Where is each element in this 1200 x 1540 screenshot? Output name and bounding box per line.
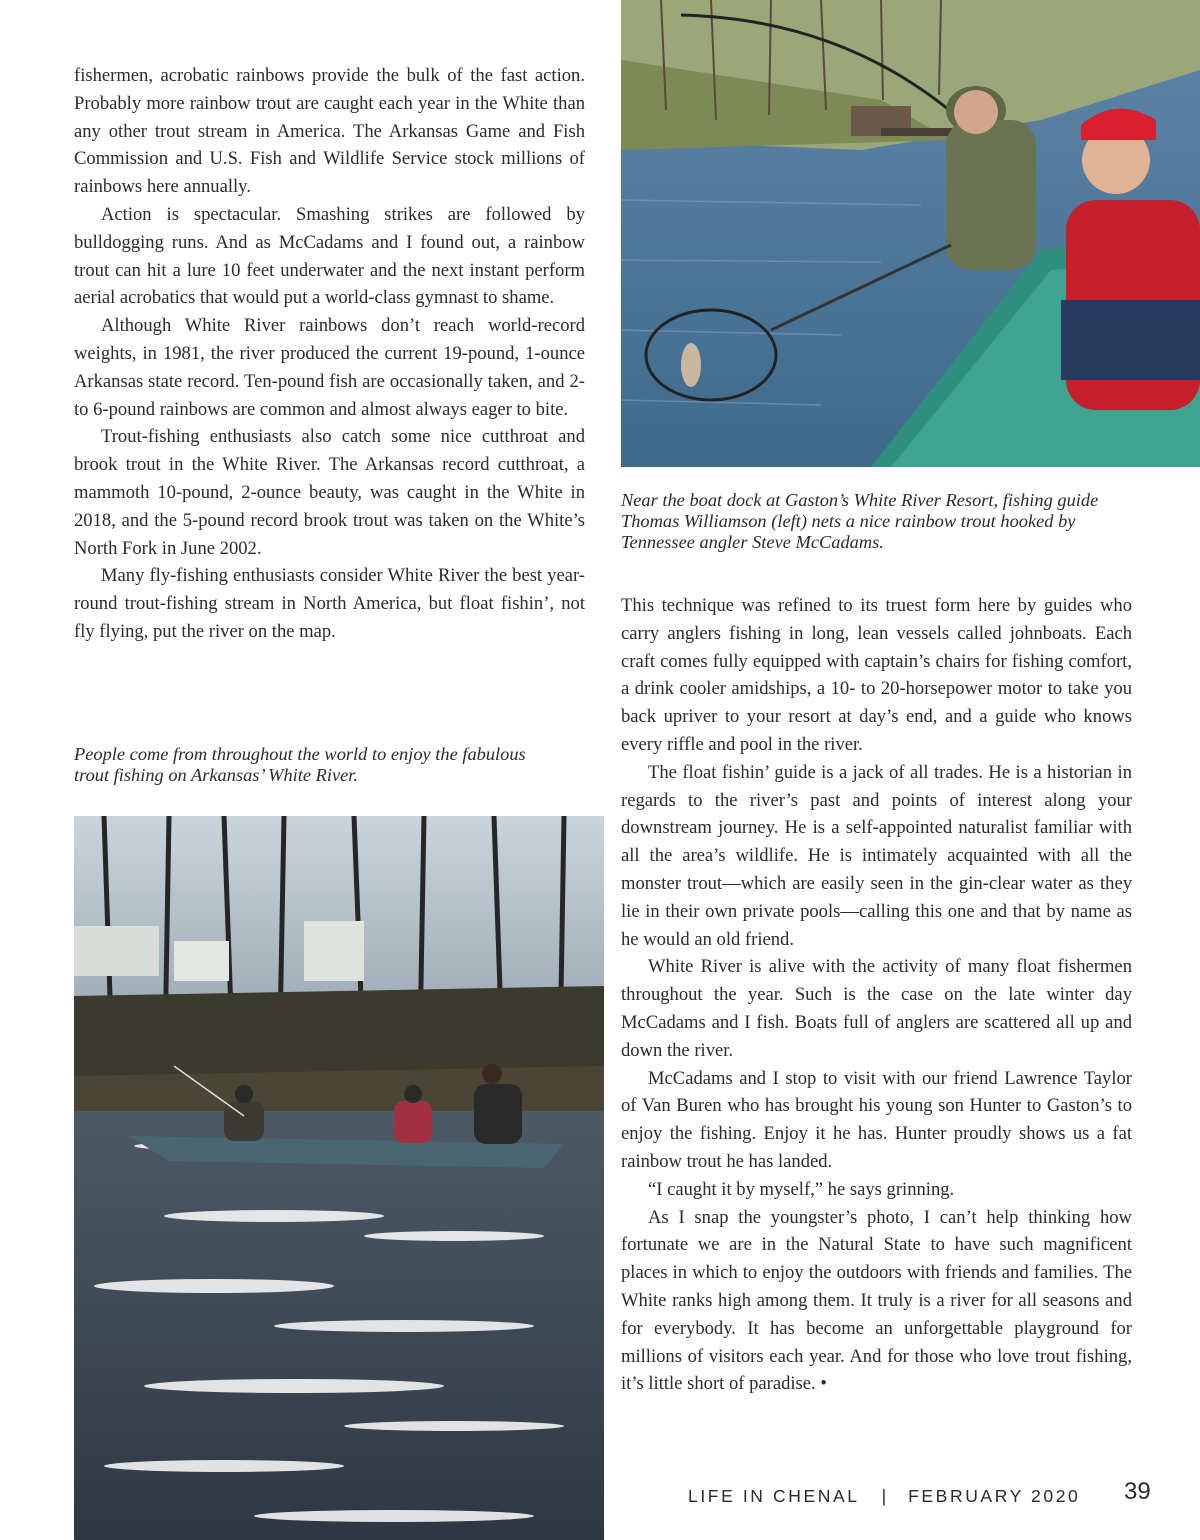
right-paragraph: The float fishin’ guide is a jack of all trades. He is a historian in regards to the river’s past and points of interest along your downstream journey. He is a self-appointed naturalist familiar with all the area’s wildlife. He is intimately acquainted with all the monster trout—which are easily seen in the gin-clear water as they lie in their own private pools—calling this one and that by name as he would an old friend.: [621, 761, 1132, 950]
photo-netting-trout: [621, 0, 1200, 467]
bottom-photo-caption: People come from throughout the world to enjoy the fabulous trout fishing on Arkansas’ White River.: [74, 744, 526, 785]
river-photo-illustration: [74, 816, 604, 1540]
footer-separator: |: [881, 1485, 887, 1506]
right-column: [621, 592, 1132, 1398]
left-paragraph: Many fly-fishing enthusiasts consider White River the best year-round trout-fishing stream in North America, but float fishin’, not fly flying, put the river on the map.: [74, 565, 585, 642]
left-paragraph: Action is spectacular. Smashing strikes are followed by bulldogging runs. And as McCadams and I found out, a rainbow trout can hit a lure 10 feet underwater and the next instant perform aerial acrobatics that would put a world-class gymnast to shame.: [74, 203, 585, 309]
right-paragraph: This technique was refined to its truest form here by guides who carry anglers fishing in long, lean vessels called johnboats. Each craft comes fully equipped with captain’s chairs for fishing comfort, a drink cooler amidships, a 10- to 20-horsepower motor to take you back upriver to your resort at day’s end, and a guide who knows every riffle and pool in the river.: [621, 595, 1132, 755]
page-footer: [688, 1483, 1080, 1509]
right-paragraph: McCadams and I stop to visit with our friend Lawrence Taylor of Van Buren who has brought his young son Hunter to Gaston’s to enjoy the fishing. Enjoy it he has. Hunter proudly shows us a fat rainbow trout he has landed.: [621, 1067, 1132, 1172]
left-paragraph: Trout-fishing enthusiasts also catch some nice cutthroat and brook trout in the White River. The Arkansas record cutthroat, a mammoth 10-pound, 2-ounce beauty, was caught in the White in 2018, and the 5-pound record brook trout was taken on the White’s North Fork in June 2002.: [74, 426, 585, 559]
left-paragraph: Although White River rainbows don’t reach world-record weights, in 1981, the river produced the current 19-pound, 1-ounce Arkansas state record. Ten-pound fish are occasionally taken, and 2- to 6-pound rainbows are common and almost always eager to bite.: [74, 315, 585, 420]
issue-date: FEBRUARY 2020: [908, 1485, 1081, 1506]
right-paragraph: As I snap the youngster’s photo, I can’t help thinking how fortunate we are in the Natural State to have such magnificent places in which to enjoy the outdoors with friends and families. The White ranks high among them. It truly is a river for all seasons and for everybody. It has become an unforgettable playground for millions of visitors each year. And for those who love trout fishing, it’s little short of paradise. •: [621, 1206, 1132, 1395]
left-column: [74, 62, 585, 646]
netting-photo-illustration: [621, 0, 1200, 467]
right-paragraph: “I caught it by myself,” he says grinning.: [648, 1178, 955, 1200]
page-number: 39: [1124, 1478, 1151, 1505]
top-photo-caption: Near the boat dock at Gaston’s White River Resort, fishing guide Thomas Williamson (left) nets a nice rainbow trout hooked by Tennessee angler Steve McCadams.: [621, 490, 1099, 552]
publication-name: LIFE IN CHENAL: [688, 1485, 860, 1506]
left-paragraph: fishermen, acrobatic rainbows provide the bulk of the fast action. Probably more rainbow trout are caught each year in the White than any other trout stream in America. The Arkansas Game and Fish Commission and U.S. Fish and Wildlife Service stock millions of rainbows here annually.: [74, 65, 585, 198]
photo-river-boat: [74, 816, 604, 1540]
right-paragraph: White River is alive with the activity of many float fishermen throughout the year. Such is the case on the late winter day McCadams and I fish. Boats full of anglers are scattered all up and down the river.: [621, 956, 1132, 1061]
